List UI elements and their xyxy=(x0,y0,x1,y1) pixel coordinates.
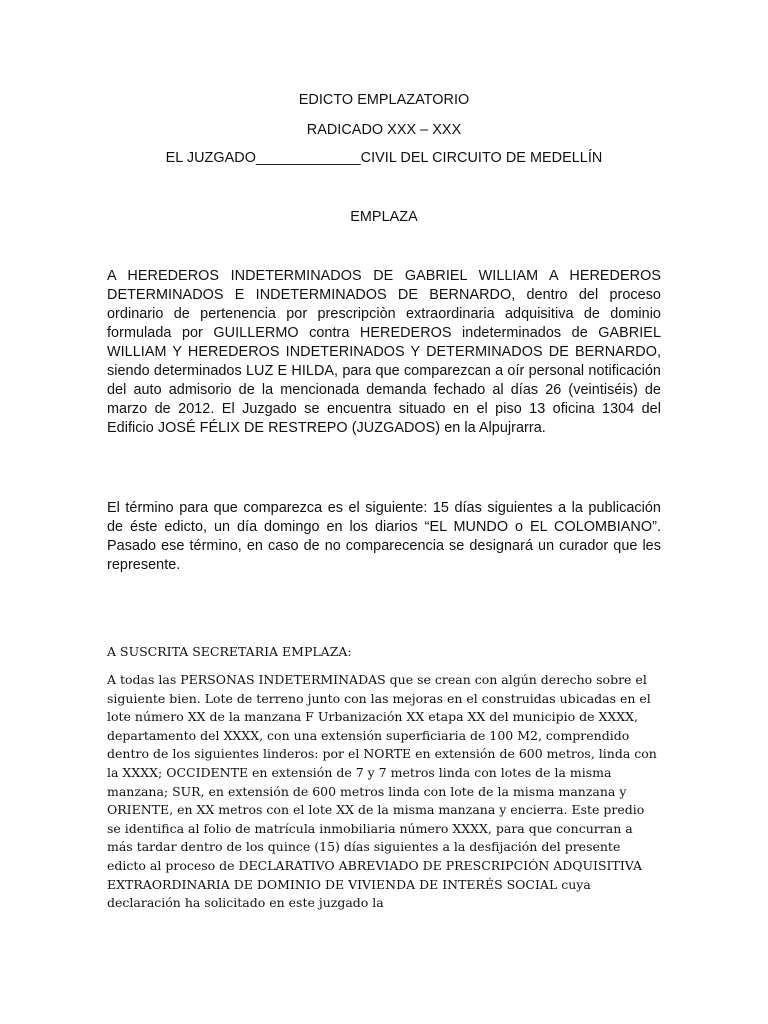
property-paragraph: A todas las PERSONAS INDETERMINADAS que se crean con algún derecho sobre el siguiente bien. Lote de terreno junto con las mejoras en el construidas ubicadas en el lote número XX de la manzana F Urbanización XX etapa XX del municipio de XXXX, departamento del XXXX, con una extensión superficiaria de 100 M2, comprendido dentro de los siguientes linderos: por el NORTE en extensión de 600 metros, linda con la XXXX; OCCIDENTE en extensión de 7 y 7 metros linda con lotes de la misma manzana; SUR, en extensión de 600 metros linda con lote de la misma manzana y ORIENTE, en XX metros con el lote XX de la misma manzana y encierra. Este predio se identifica al folio de matrícula inmobiliaria número XXXX, para que concurran a más tardar dentro de los quince (15) días siguientes a la desfijación del presente edicto al proceso de DECLARATIVO ABREVIADO DE PRESCRIPCIÓN ADQUISITIVA EXTRAORDINARIA DE DOMINIO DE VIVIENDA DE INTERÉS SOCIAL cuya declaración ha solicitado en este juzgado la xyxy=(107,672,657,911)
term-paragraph: El término para que comparezca es el siguiente: 15 días siguientes a la publicación de éste edicto, un día domingo en los diarios “EL MUNDO o EL COLOMBIANO”. Pasado ese término, en caso de no comparecencia se designará un curador que les represente. xyxy=(107,500,661,573)
summons-paragraph: A HEREDEROS INDETERMINADOS DE GABRIEL WILLIAM A HEREDEROS DETERMINADOS E INDETERMINADOS DE BERNARDO, dentro del proceso ordinario de pertenencia por prescripciòn extraordinaria adquisitiva de dominio formulada por GUILLERMO contra HEREDEROS indeterminados de GABRIEL WILLIAM Y HEREDEROS INDETERINADOS Y DETERMINADOS DE BERNARDO, siendo determinados LUZ E HILDA, para que comparezcan a oír personal notificación del auto admisorio de la mencionada demanda fechado al días 26 (veintiséis) de marzo de 2012. El Juzgado se encuentra situado en el piso 13 oficina 1304 del Edificio JOSÉ FÉLIX DE RESTREPO (JUZGADOS) en la Alpujrarra. xyxy=(107,268,661,436)
emplaza-heading: EMPLAZA xyxy=(350,209,418,225)
radicado-line: RADICADO XXX – XXX xyxy=(306,122,462,138)
document-title: EDICTO EMPLAZATORIO xyxy=(298,92,470,108)
secretary-heading: A SUSCRITA SECRETARIA EMPLAZA: xyxy=(107,644,352,659)
court-line: EL JUZGADO_____________CIVIL DEL CIRCUITO DE MEDELLÍN xyxy=(165,150,603,166)
